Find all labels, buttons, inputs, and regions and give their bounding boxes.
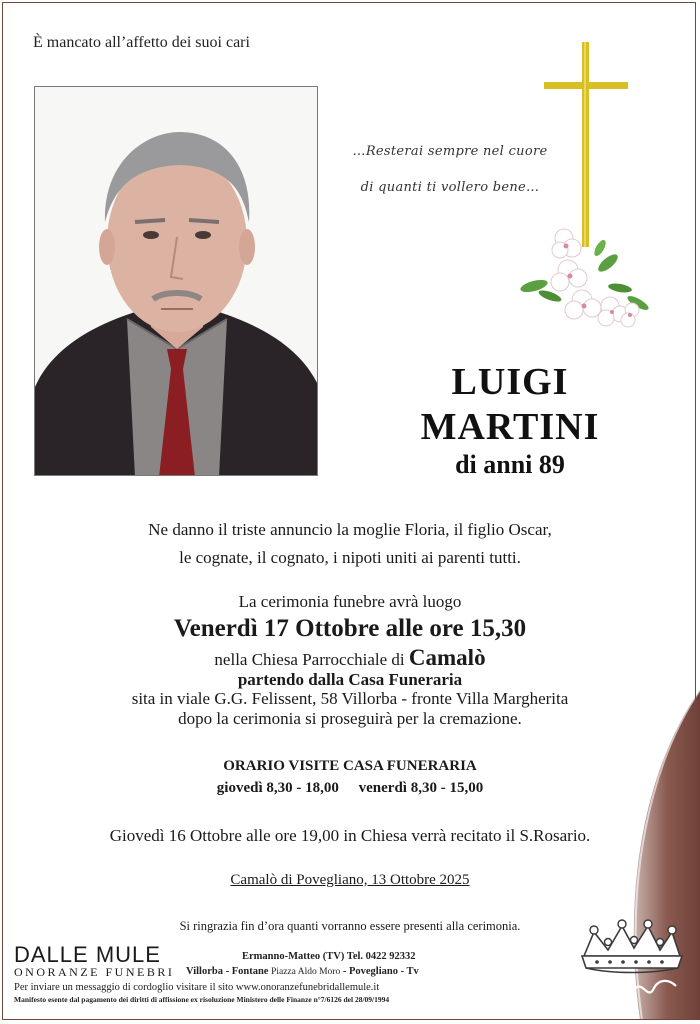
- announcement: [0, 516, 700, 572]
- church-place: Camalò: [408, 645, 486, 670]
- place-date: Camalò di Povegliano, 13 Ottobre 2025: [230, 872, 470, 888]
- visiting-day-1: giovedì 8,30 - 18,00: [216, 780, 339, 796]
- ceremony-datetime: Venerdì 17 Ottobre alle ore 15,30: [173, 615, 527, 642]
- locations-c: - Povegliano - Tv: [342, 966, 419, 977]
- ceremony-address-block: [0, 689, 700, 729]
- brand-subtitle: ONORANZE FUNEBRI: [14, 965, 175, 979]
- ceremony-intro: La cerimonia funebre avrà luogo: [238, 592, 462, 611]
- ceremony-departure: partendo dalla Casa Funeraria: [237, 670, 463, 689]
- intro-text: È mancato all’affetto dei suoi cari: [33, 34, 250, 51]
- contact-locations: [186, 966, 419, 977]
- church-prefix: nella Chiesa Parrocchiale di: [214, 650, 405, 669]
- thanks-text: Si ringrazia fin d’ora quanti vorranno essere presenti alla cerimonia.: [179, 919, 521, 933]
- rosary-notice: Giovedì 16 Ottobre alle ore 19,00 in Chiesa verrà recitato il S.Rosario.: [109, 826, 591, 845]
- visiting-day-2: venerdì 8,30 - 15,00: [358, 780, 484, 796]
- first-name: LUIGI: [451, 361, 569, 403]
- ceremony-cremation: dopo la cerimonia si proseguirà per la cremazione.: [178, 709, 522, 728]
- ceremony-address: sita in viale G.G. Felissent, 58 Villorba - fronte Villa Margherita: [131, 689, 569, 708]
- announcement-line-2: le cognate, il cognato, i nipoti uniti ai parenti tutti.: [179, 548, 521, 567]
- announcement-line-1: Ne danno il triste annuncio la moglie Floria, il figlio Oscar,: [148, 520, 552, 539]
- condolence-message: Per inviare un messaggio di cordoglio visitare il sito www.onoranzefunebridallemule.it: [14, 982, 380, 993]
- age-text: di anni 89: [455, 450, 565, 479]
- crown-logo-icon: [572, 918, 692, 1008]
- locations-a: Villorba - Fontane: [186, 966, 269, 977]
- locations-b: Piazza Aldo Moro: [271, 967, 341, 977]
- visiting-hours: [0, 755, 700, 799]
- fine-print: Manifesto esente dal pagamento dei diritti di affissione ex risoluzione Ministero delle Finanze n°7/6126 del 28/09/1994: [14, 995, 390, 1004]
- contact-phone: Ermanno-Matteo (TV) Tel. 0422 92332: [242, 951, 416, 962]
- deceased-name: [390, 360, 630, 450]
- ceremony-church: [0, 645, 700, 671]
- brand-name: DALLE MULE: [14, 942, 161, 967]
- last-name: MARTINI: [420, 406, 600, 448]
- quote-line-1: …Resterai sempre nel cuore: [352, 144, 548, 159]
- quote-line-2: di quanti ti vollero bene…: [360, 180, 540, 195]
- visiting-hours-title: ORARIO VISITE CASA FUNERARIA: [223, 758, 477, 774]
- cross-with-flowers-icon: [520, 38, 660, 338]
- portrait-photo: [34, 86, 318, 476]
